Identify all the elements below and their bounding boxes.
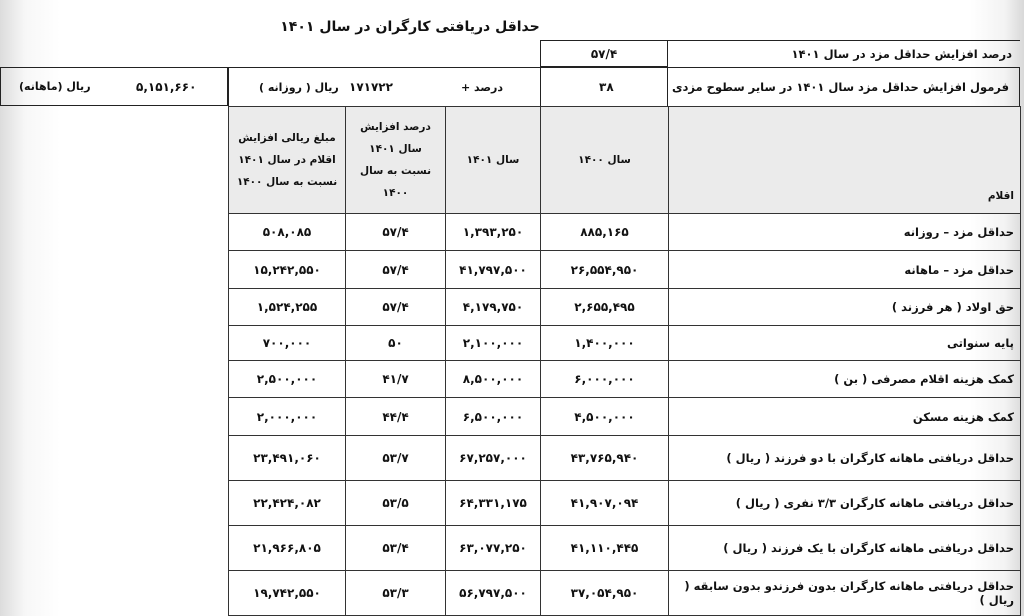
cell-percent: ۵۷/۴: [346, 214, 446, 251]
formula-divider: [540, 67, 668, 106]
table-row: [229, 251, 1021, 289]
cell-percent: ۵۷/۴: [346, 251, 446, 289]
cell-amount: ۲,۰۰۰,۰۰۰: [229, 398, 346, 436]
cell-item: حق اولاد ( هر فرزند ): [669, 289, 1021, 326]
cell-value-1400: ۴۳,۷۶۵,۹۴۰: [541, 436, 669, 481]
cell-amount: ۷۰۰,۰۰۰: [229, 326, 346, 361]
table-row: [229, 398, 1021, 436]
cell-percent: ۵۳/۴: [346, 526, 446, 571]
formula-percent: ۳۸: [599, 80, 614, 94]
table-row: [229, 289, 1021, 326]
monthly-unit: ریال (ماهانه): [19, 80, 91, 93]
table-row: [229, 481, 1021, 526]
table-row: [229, 436, 1021, 481]
cell-value-1401: ۶۴,۳۳۱,۱۷۵: [446, 481, 541, 526]
header-items: اقلام: [669, 107, 1021, 214]
cell-item: حداقل دریافتی ماهانه کارگران بدون فرزندو بدون سابقه ( ریال ): [669, 571, 1021, 616]
cell-amount: ۲۲,۴۲۴,۰۸۲: [229, 481, 346, 526]
cell-item: کمک هزینه اقلام مصرفی ( بن ): [669, 361, 1021, 398]
cell-item: حداقل مزد – روزانه: [669, 214, 1021, 251]
table-row: [229, 526, 1021, 571]
table-row: [229, 326, 1021, 361]
page-title: حداقل دریافتی کارگران در سال ۱۴۰۱: [280, 19, 540, 35]
cell-item: کمک هزینه مسکن: [669, 398, 1021, 436]
formula-label: فرمول افزایش حداقل مزد سال ۱۴۰۱ در سایر سطوح مزدی: [671, 80, 1009, 94]
cell-value-1401: ۴۱,۷۹۷,۵۰۰: [446, 251, 541, 289]
cell-item: حداقل دریافتی ماهانه کارگران با دو فرزند ( ریال ): [669, 436, 1021, 481]
cell-value-1401: ۲,۱۰۰,۰۰۰: [446, 326, 541, 361]
cell-percent: ۵۷/۴: [346, 289, 446, 326]
cell-item: حداقل مزد – ماهانه: [669, 251, 1021, 289]
cell-amount: ۱,۵۲۴,۲۵۵: [229, 289, 346, 326]
cell-value-1400: ۶,۰۰۰,۰۰۰: [541, 361, 669, 398]
cell-amount: ۱۵,۲۴۲,۵۵۰: [229, 251, 346, 289]
cell-percent: ۴۴/۴: [346, 398, 446, 436]
cell-value-1400: ۲,۶۵۵,۴۹۵: [541, 289, 669, 326]
cell-value-1400: ۱,۴۰۰,۰۰۰: [541, 326, 669, 361]
cell-amount: ۵۰۸,۰۸۵: [229, 214, 346, 251]
cell-percent: ۵۳/۷: [346, 436, 446, 481]
table-header-row: [229, 107, 1021, 214]
header-1401: سال ۱۴۰۱: [446, 107, 541, 214]
cell-item: حداقل دریافتی ماهانه کارگران ۳/۳ نفری ( ریال ): [669, 481, 1021, 526]
cell-amount: ۲۳,۴۹۱,۰۶۰: [229, 436, 346, 481]
cell-item: پایه سنواتی: [669, 326, 1021, 361]
cell-value-1401: ۶,۵۰۰,۰۰۰: [446, 398, 541, 436]
cell-value-1400: ۲۶,۵۵۴,۹۵۰: [541, 251, 669, 289]
table-row: [229, 571, 1021, 616]
cell-percent: ۵۰: [346, 326, 446, 361]
increase-value: ۵۷/۴: [540, 40, 668, 67]
cell-value-1401: ۶۷,۲۵۷,۰۰۰: [446, 436, 541, 481]
monthly-box: [0, 67, 228, 106]
cell-value-1401: ۴,۱۷۹,۷۵۰: [446, 289, 541, 326]
daily-unit: ریال ( روزانه ): [259, 80, 339, 94]
wage-table: [228, 106, 1021, 616]
monthly-amount: ۵,۱۵۱,۶۶۰: [136, 79, 197, 94]
cell-value-1400: ۴۱,۱۱۰,۴۴۵: [541, 526, 669, 571]
cell-percent: ۵۳/۳: [346, 571, 446, 616]
cell-percent: ۵۳/۵: [346, 481, 446, 526]
cell-amount: ۱۹,۷۴۲,۵۵۰: [229, 571, 346, 616]
cell-percent: ۴۱/۷: [346, 361, 446, 398]
daily-amount: ۱۷۱۷۲۲: [349, 80, 393, 94]
cell-value-1401: ۶۳,۰۷۷,۲۵۰: [446, 526, 541, 571]
cell-amount: ۲۱,۹۶۶,۸۰۵: [229, 526, 346, 571]
table-row: [229, 361, 1021, 398]
header-1400: سال ۱۴۰۰: [541, 107, 669, 214]
formula-percent-label: درصد +: [461, 80, 504, 94]
table-row: [229, 214, 1021, 251]
cell-item: حداقل دریافتی ماهانه کارگران با یک فرزند ( ریال ): [669, 526, 1021, 571]
header-amount: مبلغ ریالی افزایش اقلام در سال ۱۴۰۱ نسبت به سال ۱۴۰۰: [229, 107, 346, 214]
cell-value-1401: ۱,۳۹۳,۲۵۰: [446, 214, 541, 251]
cell-value-1400: ۴,۵۰۰,۰۰۰: [541, 398, 669, 436]
cell-value-1401: ۵۶,۷۹۷,۵۰۰: [446, 571, 541, 616]
cell-value-1401: ۸,۵۰۰,۰۰۰: [446, 361, 541, 398]
cell-value-1400: ۸۸۵,۱۶۵: [541, 214, 669, 251]
header-percent: درصد افزایش سال ۱۴۰۱ نسبت به سال ۱۴۰۰: [346, 107, 446, 214]
increase-label: درصد افزایش حداقل مزد در سال ۱۴۰۱: [668, 40, 1020, 67]
cell-amount: ۲,۵۰۰,۰۰۰: [229, 361, 346, 398]
cell-value-1400: ۴۱,۹۰۷,۰۹۴: [541, 481, 669, 526]
cell-value-1400: ۳۷,۰۵۴,۹۵۰: [541, 571, 669, 616]
